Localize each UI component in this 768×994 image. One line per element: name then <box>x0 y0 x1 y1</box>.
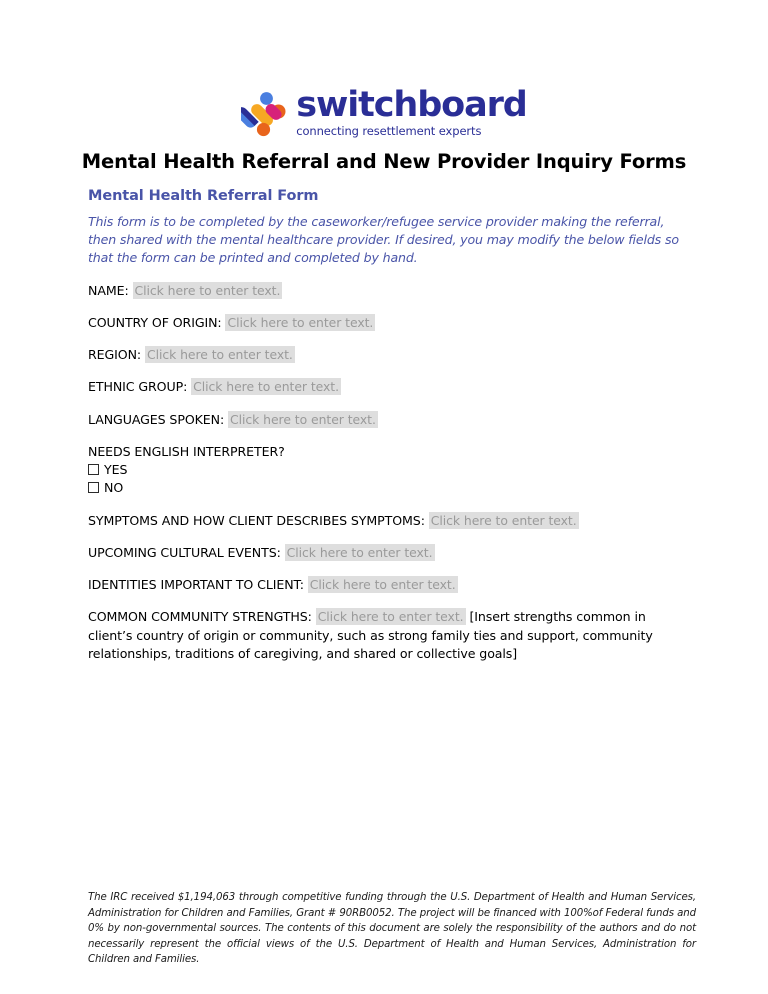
form-field-row <box>88 378 684 396</box>
form-fields-group-secondary <box>88 512 684 664</box>
form-field-input[interactable]: Click here to enter text. <box>230 411 376 427</box>
logo-tagline: connecting resettlement experts <box>296 124 482 139</box>
form-field-input[interactable]: Click here to enter text. <box>286 544 433 560</box>
form-field-input[interactable]: Click here to enter text. <box>134 282 281 298</box>
interpreter-question-label: NEEDS ENGLISH INTERPRETER? <box>88 443 285 459</box>
checkbox-icon[interactable] <box>88 482 99 493</box>
form-fields-group-primary <box>88 282 684 429</box>
form-field-row <box>88 282 684 300</box>
form-field-input[interactable]: Click here to enter text. <box>146 347 293 363</box>
form-field-input[interactable]: Click here to enter text. <box>430 512 577 528</box>
section-title: Mental Health Referral Form <box>88 188 319 204</box>
form-field-label: NAME: <box>88 282 129 298</box>
form-content <box>88 188 684 677</box>
form-field-label: UPCOMING CULTURAL EVENTS: <box>88 544 281 560</box>
page-title: Mental Health Referral and New Provider Inquiry Forms <box>81 150 687 173</box>
form-field-input[interactable]: Click here to enter text. <box>309 577 456 593</box>
form-field-row <box>88 314 684 332</box>
interpreter-question-group <box>88 443 684 498</box>
switchboard-logo-mark-icon <box>241 88 287 138</box>
form-field-row <box>88 608 684 663</box>
form-field-input[interactable]: Click here to enter text. <box>193 379 339 395</box>
interpreter-option-no[interactable] <box>88 479 684 497</box>
switchboard-logo <box>0 85 768 139</box>
form-field-hint: [Insert strengths common in client’s country of origin or community, such as strong family ties and support, community relationships, traditions of caregiving, and shared or collective goals] <box>88 609 653 661</box>
logo-wordmark: switchboard <box>296 85 527 126</box>
form-field-row <box>88 544 684 562</box>
interpreter-option-yes[interactable] <box>88 461 684 479</box>
form-field-label: LANGUAGES SPOKEN: <box>88 411 225 427</box>
form-field-label: COMMON COMMUNITY STRENGTHS: <box>88 609 312 625</box>
interpreter-option-label: YES <box>104 462 128 478</box>
form-field-row <box>88 411 684 429</box>
form-field-row <box>88 576 684 594</box>
form-field-label: ETHNIC GROUP: <box>88 379 188 395</box>
form-field-label: COUNTRY OF ORIGIN: <box>88 314 222 330</box>
form-field-label: IDENTITIES IMPORTANT TO CLIENT: <box>88 577 304 593</box>
interpreter-option-label: NO <box>104 480 124 496</box>
intro-paragraph: This form is to be completed by the caseworker/refugee service provider making the referral, then shared with the mental healthcare provider. If desired, you may modify the below fields so that the form can be printed and completed by hand. <box>88 214 679 265</box>
form-field-row <box>88 512 684 530</box>
form-field-row <box>88 346 684 364</box>
form-field-input[interactable]: Click here to enter text. <box>227 314 374 330</box>
checkbox-icon[interactable] <box>88 464 99 475</box>
form-field-input[interactable]: Click here to enter text. <box>317 609 464 625</box>
funding-disclaimer-footer: The IRC received $1,194,063 through competitive funding through the U.S. Department of Health and Human Services, Administration for Children and Families, Grant # 90RB0052. The project will be financed with 100%of Federal funds and 0% by non-governmental sources. The contents of this document are solely the responsibility of the authors and do not necessarily represent the official views of the U.S. Department of Health and Human Services, Administration for Children and Families. <box>88 892 696 965</box>
form-field-label: SYMPTOMS AND HOW CLIENT DESCRIBES SYMPTOMS: <box>88 512 425 528</box>
form-field-label: REGION: <box>88 347 142 363</box>
